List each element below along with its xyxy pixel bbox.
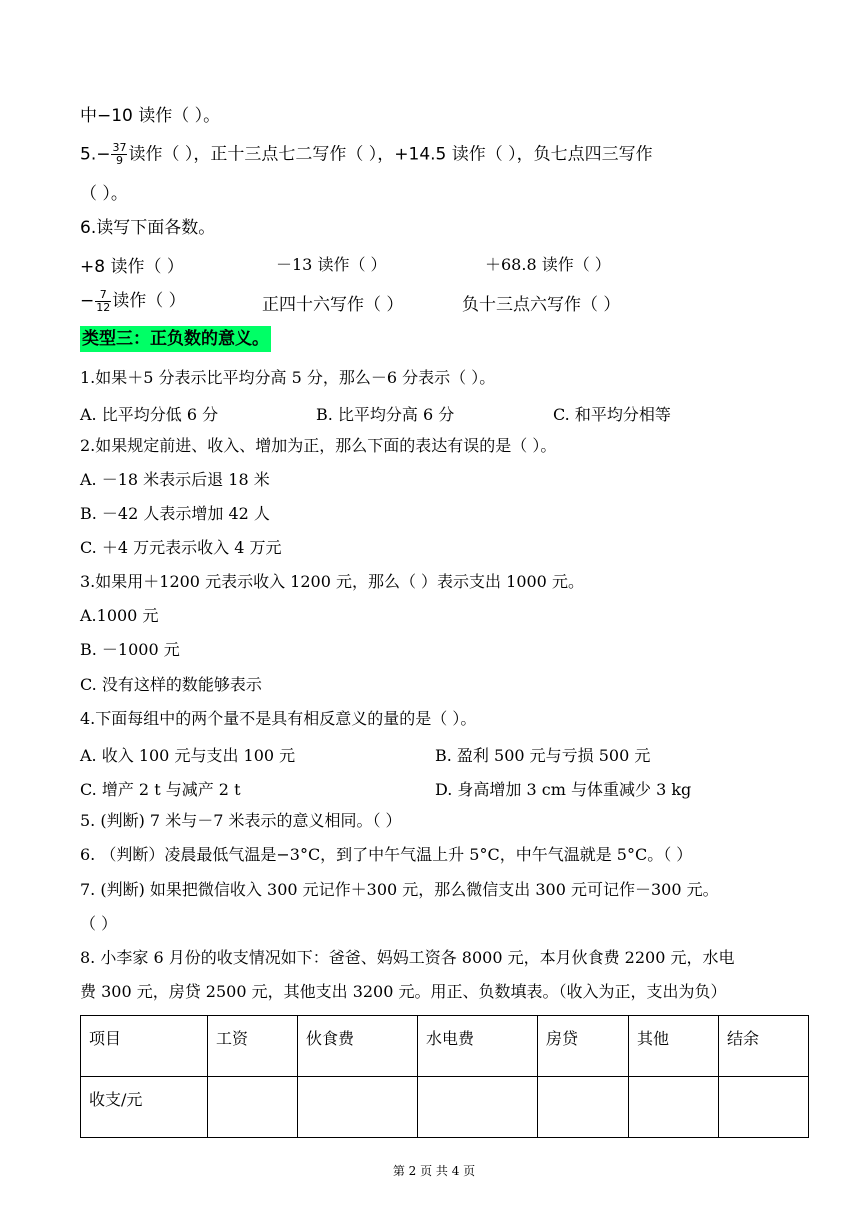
fraction-numerator: 7 xyxy=(95,289,111,302)
q3-option-b: B. －1000 元 xyxy=(80,640,180,659)
q6-item-e: 正四十六写作（ ） xyxy=(262,295,404,315)
q2-option-a: A. －18 米表示后退 18 米 xyxy=(80,470,270,489)
table-header-row xyxy=(81,1016,809,1077)
q5-rest: 读作（ ），正十三点七二写作（ ），+14.5 读作（ ），负七点四三写作 xyxy=(128,144,653,165)
table-answer-cell[interactable] xyxy=(418,1077,538,1138)
q1-stem: 1.如果＋5 分表示比平均分高 5 分，那么－6 分表示（ ）。 xyxy=(80,368,496,387)
q4-option-b: B. 盈利 500 元与亏损 500 元 xyxy=(435,746,651,765)
q7-blank: （ ） xyxy=(80,914,118,933)
q6-item-d xyxy=(80,286,186,314)
table-answer-cell[interactable] xyxy=(538,1077,629,1138)
question-5 xyxy=(80,142,653,167)
q6-d-sign: − xyxy=(80,291,95,311)
fraction-denominator: 9 xyxy=(115,154,123,167)
page-footer: 第 2 页 共 4 页 xyxy=(392,1164,476,1178)
table-answer-cell[interactable] xyxy=(719,1077,809,1138)
table-header-cell: 结余 xyxy=(719,1016,809,1077)
q6-d-text: 读作（ ） xyxy=(112,291,186,311)
table-header-cell: 工资 xyxy=(208,1016,298,1077)
table-answer-cell[interactable] xyxy=(298,1077,418,1138)
q5-judgement: 5. (判断) 7 米与－7 米表示的意义相同。（ ） xyxy=(80,811,402,830)
table-header-cell: 项目 xyxy=(81,1016,208,1077)
q6-item-f: 负十三点六写作（ ） xyxy=(462,295,621,315)
table-answer-cell[interactable] xyxy=(208,1077,298,1138)
table-header-cell: 伙食费 xyxy=(298,1016,418,1077)
question-5-blank: （ ）。 xyxy=(80,184,128,204)
income-expense-table xyxy=(80,1015,809,1138)
question-4-tail: 中−10 读作（ ）。 xyxy=(80,106,221,126)
q4-option-c: C. 增产 2 t 与减产 2 t xyxy=(80,780,241,799)
table-header-cell: 水电费 xyxy=(418,1016,538,1077)
q4-stem: 4.下面每组中的两个量不是具有相反意义的量的是（ ）。 xyxy=(80,709,477,728)
q2-option-c: C. ＋4 万元表示收入 4 万元 xyxy=(80,538,282,557)
q5-prefix: 5.− xyxy=(80,144,111,165)
table-header-cell: 其他 xyxy=(629,1016,719,1077)
q6-item-b: －13 读作（ ） xyxy=(276,255,387,274)
question-6-title: 6.读写下面各数。 xyxy=(80,218,216,238)
fraction-denominator: 12 xyxy=(96,300,111,314)
fraction-37-9 xyxy=(111,142,127,167)
q3-option-c: C. 没有这样的数能够表示 xyxy=(80,675,262,694)
q8-stem-line2: 费 300 元，房贷 2500 元，其他支出 3200 元。用正、负数填表。（收入为正，支出为负） xyxy=(80,982,727,1001)
q1-option-c: C. 和平均分相等 xyxy=(553,405,671,424)
table-answer-cell[interactable] xyxy=(629,1077,719,1138)
q1-option-b: B. 比平均分高 6 分 xyxy=(316,405,455,424)
table-row xyxy=(81,1077,809,1138)
q8-stem-line1: 8. 小李家 6 月份的收支情况如下：爸爸、妈妈工资各 8000 元，本月伙食费 2200 元，水电 xyxy=(80,948,735,967)
q7-stem: 7. (判断) 如果把微信收入 300 元记作＋300 元，那么微信支出 300 元可记作－300 元。 xyxy=(80,880,719,899)
q4-option-a: A. 收入 100 元与支出 100 元 xyxy=(80,746,296,765)
q6-item-c: ＋68.8 读作（ ） xyxy=(485,255,611,274)
q1-option-a: A. 比平均分低 6 分 xyxy=(80,405,219,424)
q3-stem: 3.如果用＋1200 元表示收入 1200 元，那么（ ）表示支出 1000 元。 xyxy=(80,572,584,591)
q6-item-a: +8 读作（ ） xyxy=(80,257,184,277)
section-heading: 类型三：正负数的意义。 xyxy=(80,326,271,352)
q2-stem: 2.如果规定前进、收入、增加为正，那么下面的表达有误的是（ ）。 xyxy=(80,436,557,455)
q3-option-a: A.1000 元 xyxy=(80,606,159,625)
fraction-7-12 xyxy=(95,289,111,314)
q6-judgement: 6. （判断）凌晨最低气温是−3°C，到了中午气温上升 5°C，中午气温就是 5°C。（ ） xyxy=(80,845,693,864)
table-header-cell: 房贷 xyxy=(538,1016,629,1077)
q2-option-b: B. －42 人表示增加 42 人 xyxy=(80,504,270,523)
table-row-label: 收支/元 xyxy=(81,1077,208,1138)
fraction-numerator: 37 xyxy=(112,141,127,154)
q4-option-d: D. 身高增加 3 cm 与体重减少 3 kg xyxy=(435,780,692,799)
